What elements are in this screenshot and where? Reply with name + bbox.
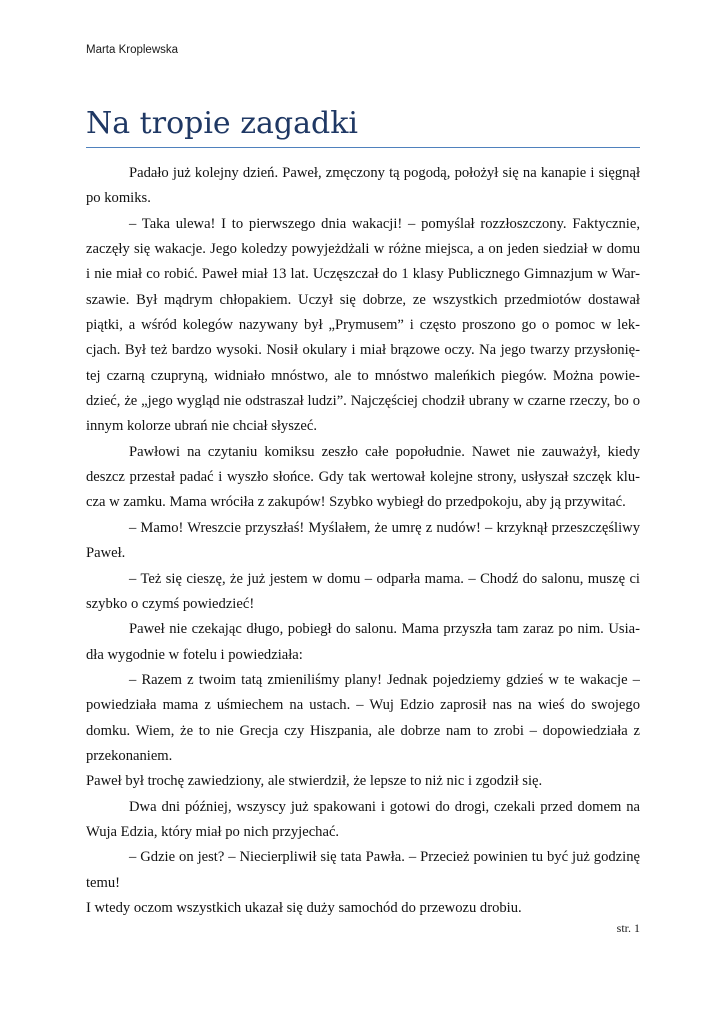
title-underline: [86, 147, 640, 148]
text-line: temu!: [86, 874, 121, 891]
text-line: i nie miał co robić. Paweł miał 13 lat. Uczęszczał do 1 klasy Publicznego Gimnazjum w War-: [86, 266, 640, 283]
page-number: str. 1: [616, 921, 640, 935]
text-line: – Też się cieszę, że już jestem w domu – odparła mama. – Chodź do salonu, muszę ci: [129, 570, 640, 587]
text-line: tej czarną czupryną, widniało mnóstwo, ale to mnóstwo maleńkich piegów. Można powie-: [86, 367, 640, 384]
text-line: dzieć, że „jego wygląd nie odstraszał ludzi”. Najczęściej chodził ubrany w czarne rzeczy, bo o: [86, 393, 640, 410]
document-body: [86, 161, 640, 921]
text-line: szybko o czymś powiedzieć!: [86, 595, 255, 612]
text-line: Pawłowi na czytaniu komiksu zeszło całe popołudnie. Nawet nie zauważył, kiedy: [129, 443, 640, 460]
text-line: deszcz przestał padać i wyszło słońce. Gdy tak wertował kolejne strony, usłyszał szczęk klu-: [86, 469, 640, 486]
text-line: Paweł był trochę zawiedziony, ale stwierdził, że lepsze to niż nic i zgodził się.: [86, 773, 543, 790]
text-line: piątki, a wśród kolegów nazywany był „Prymusem” i często proszono go o pomoc w lek-: [86, 317, 640, 334]
document-title: Na tropie zagadki: [86, 106, 358, 141]
text-line: szawie. Był mądrym chłopakiem. Uczył się dobrze, ze wszystkich przedmiotów dostawał: [86, 291, 640, 308]
text-line: – Mamo! Wreszcie przyszłaś! Myślałem, że umrę z nudów! – krzyknął przeszczęśliwy: [129, 519, 640, 536]
header-author: Marta Kroplewska: [86, 44, 179, 56]
text-line: powiedziała mama z uśmiechem na ustach. – Wuj Edzio zaprosił nas na wieś do swojego: [86, 697, 640, 714]
text-line: cjach. Był też bardzo wysoki. Nosił okulary i miał brązowe oczy. Na jego twarzy przysłonię-: [86, 342, 640, 359]
text-line: Wuja Edzia, który miał po nich przyjechać.: [86, 823, 340, 840]
text-line: – Gdzie on jest? – Niecierpliwił się tata Pawła. – Przecież powinien tu być już godzinę: [129, 849, 640, 866]
text-line: Dwa dni później, wszyscy już spakowani i gotowi do drogi, czekali przed domem na: [129, 798, 640, 815]
text-line: domku. Wiem, że to nie Grecja czy Hiszpania, ale dobrze nam to zrobi – dopowiedziała z: [86, 722, 640, 739]
text-line: przekonaniem.: [86, 747, 173, 764]
text-line: po komiks.: [86, 190, 151, 207]
text-line: Padało już kolejny dzień. Paweł, zmęczony tą pogodą, położył się na kanapie i sięgnął: [129, 165, 640, 181]
text-line: – Taka ulewa! I to pierwszego dnia wakacji! – pomyślał rozzłoszczony. Faktycznie,: [129, 215, 640, 232]
text-line: cza w zamku. Mama wróciła z zakupów! Szybko wybiegł do przedpokoju, aby ją przywitać.: [86, 494, 626, 511]
text-line: Paweł nie czekając długo, pobiegł do salonu. Mama przyszła tam zaraz po nim. Usia-: [129, 621, 640, 638]
text-line: – Razem z twoim tatą zmieniliśmy plany! Jednak pojedziemy gdzieś w te wakacje –: [129, 671, 640, 688]
text-line: Paweł.: [86, 545, 126, 562]
text-line: I wtedy oczom wszystkich ukazał się duży samochód do przewozu drobiu.: [86, 899, 522, 916]
text-line: zaczęły się wakacje. Jego koledzy powyjeżdżali w różne miejsca, a on jeden siedział w domu: [86, 241, 640, 258]
text-line: dła wygodnie w fotelu i powiedziała:: [86, 646, 303, 663]
text-line: innym kolorze ubrań nie chciał słyszeć.: [86, 418, 317, 435]
